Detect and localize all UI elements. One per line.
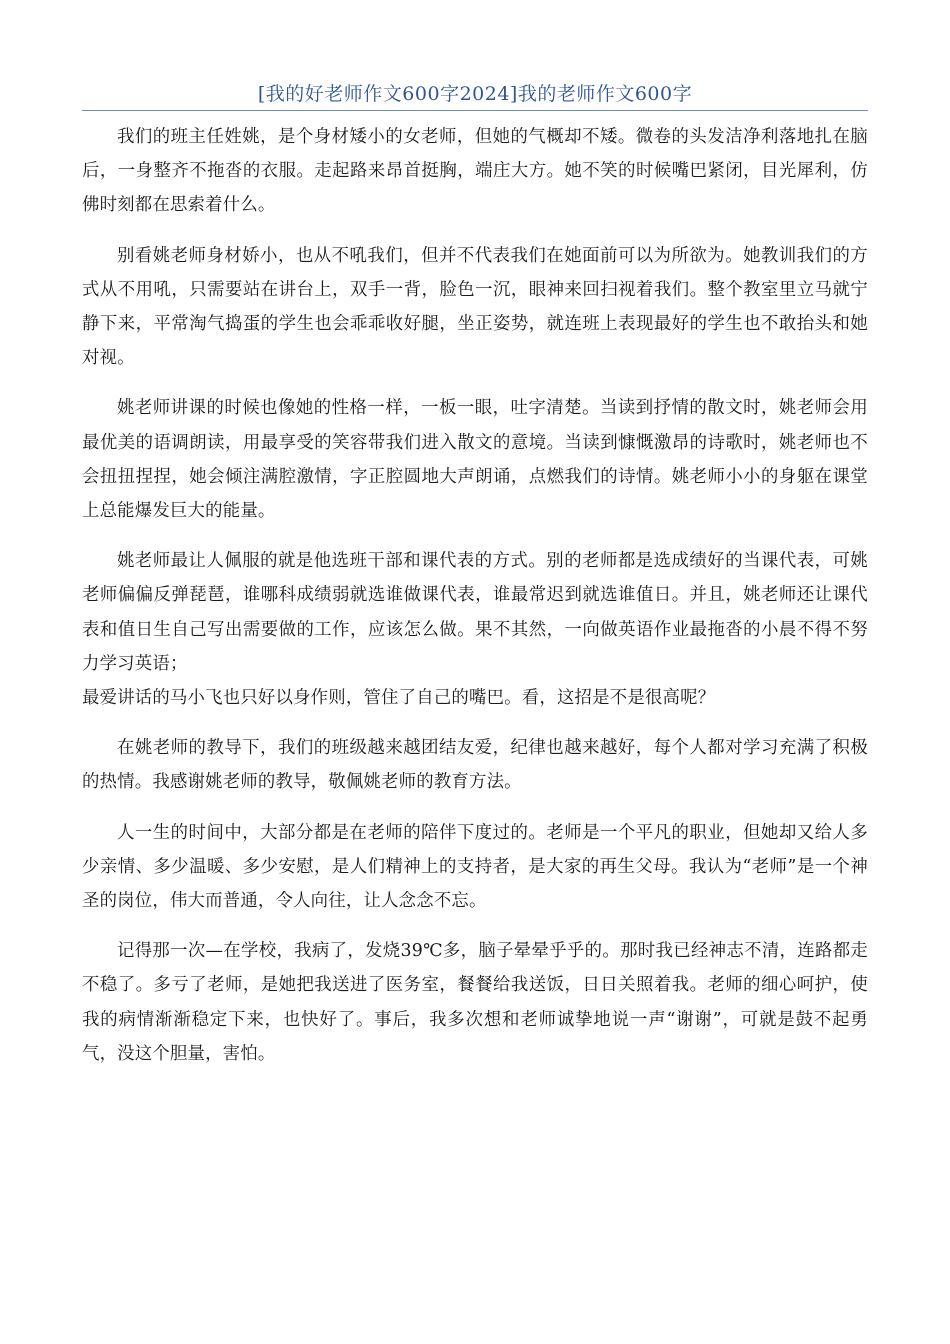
paragraph-4: 姚老师最让人佩服的就是他选班干部和课代表的方式。别的老师都是选成绩好的当课代表，可姚老师偏偏反弹琵琶，谁哪科成绩弱就选谁做课代表，谁最常迟到就选谁值日。并且，姚老师还让课代表和值日生自己写出需要做的工作，应该怎么做。果不其然，一向做英语作业最拖沓的小晨不得不努力学习英语； bbox=[82, 551, 868, 674]
paragraph-5: 在姚老师的教导下，我们的班级越来越团结友爱，纪律也越来越好，每个人都对学习充满了积极的热情。我感谢姚老师的教导，敬佩姚老师的教育方法。 bbox=[82, 738, 868, 793]
document-title: [我的好老师作文600字2024]我的老师作文600字 bbox=[257, 83, 693, 105]
document-header bbox=[82, 80, 868, 111]
paragraph-7: 记得那一次—在学校，我病了，发烧39℃多，脑子晕晕乎乎的。那时我已经神志不清，连路都走不稳了。多亏了老师，是她把我送进了医务室，餐餐给我送饭，日日关照着我。老师的细心呵护，使我的病情渐渐稳定下来，也快好了。事后，我多次想和老师诚挚地说一声“谢谢”，可就是鼓不起勇气，没这个胆量，害怕。 bbox=[82, 941, 868, 1064]
paragraph-2: 别看姚老师身材娇小，也从不吼我们，但并不代表我们在她面前可以为所欲为。她教训我们的方式从不用吼，只需要站在讲台上，双手一背，脸色一沉，眼神来回扫视着我们。整个教室里立马就宁静下来，平常淘气捣蛋的学生也会乖乖收好腿，坐正姿势，就连班上表现最好的学生也不敢抬头和她对视。 bbox=[82, 245, 868, 369]
paragraph-4-continued: 最爱讲话的马小飞也只好以身作则，管住了自己的嘴巴。看，这招是不是很高呢？ bbox=[82, 688, 716, 709]
document-body bbox=[82, 120, 868, 1087]
paragraph-6: 人一生的时间中，大部分都是在老师的陪伴下度过的。老师是一个平凡的职业，但她却又给人多少亲情、多少温暖、多少安慰，是人们精神上的支持者，是大家的再生父母。我认为“老师”是一个神圣的岗位，伟大而普通，令人向往，让人念念不忘。 bbox=[82, 822, 868, 912]
paragraph-1: 我们的班主任姓姚，是个身材矮小的女老师，但她的气概却不矮。微卷的头发洁净利落地扎在脑后，一身整齐不拖沓的衣服。走起路来昂首挺胸，端庄大方。她不笑的时候嘴巴紧闭，目光犀利，仿佛时刻都在思索着什么。 bbox=[82, 127, 868, 216]
paragraph-3: 姚老师讲课的时候也像她的性格一样，一板一眼，吐字清楚。当读到抒情的散文时，姚老师会用最优美的语调朗读，用最享受的笑容带我们进入散文的意境。当读到慷慨激昂的诗歌时，姚老师也不会扭扭捏捏，她会倾注满腔激情，字正腔圆地大声朗诵，点燃我们的诗情。姚老师小小的身躯在课堂上总能爆发巨大的能量。 bbox=[82, 398, 868, 522]
